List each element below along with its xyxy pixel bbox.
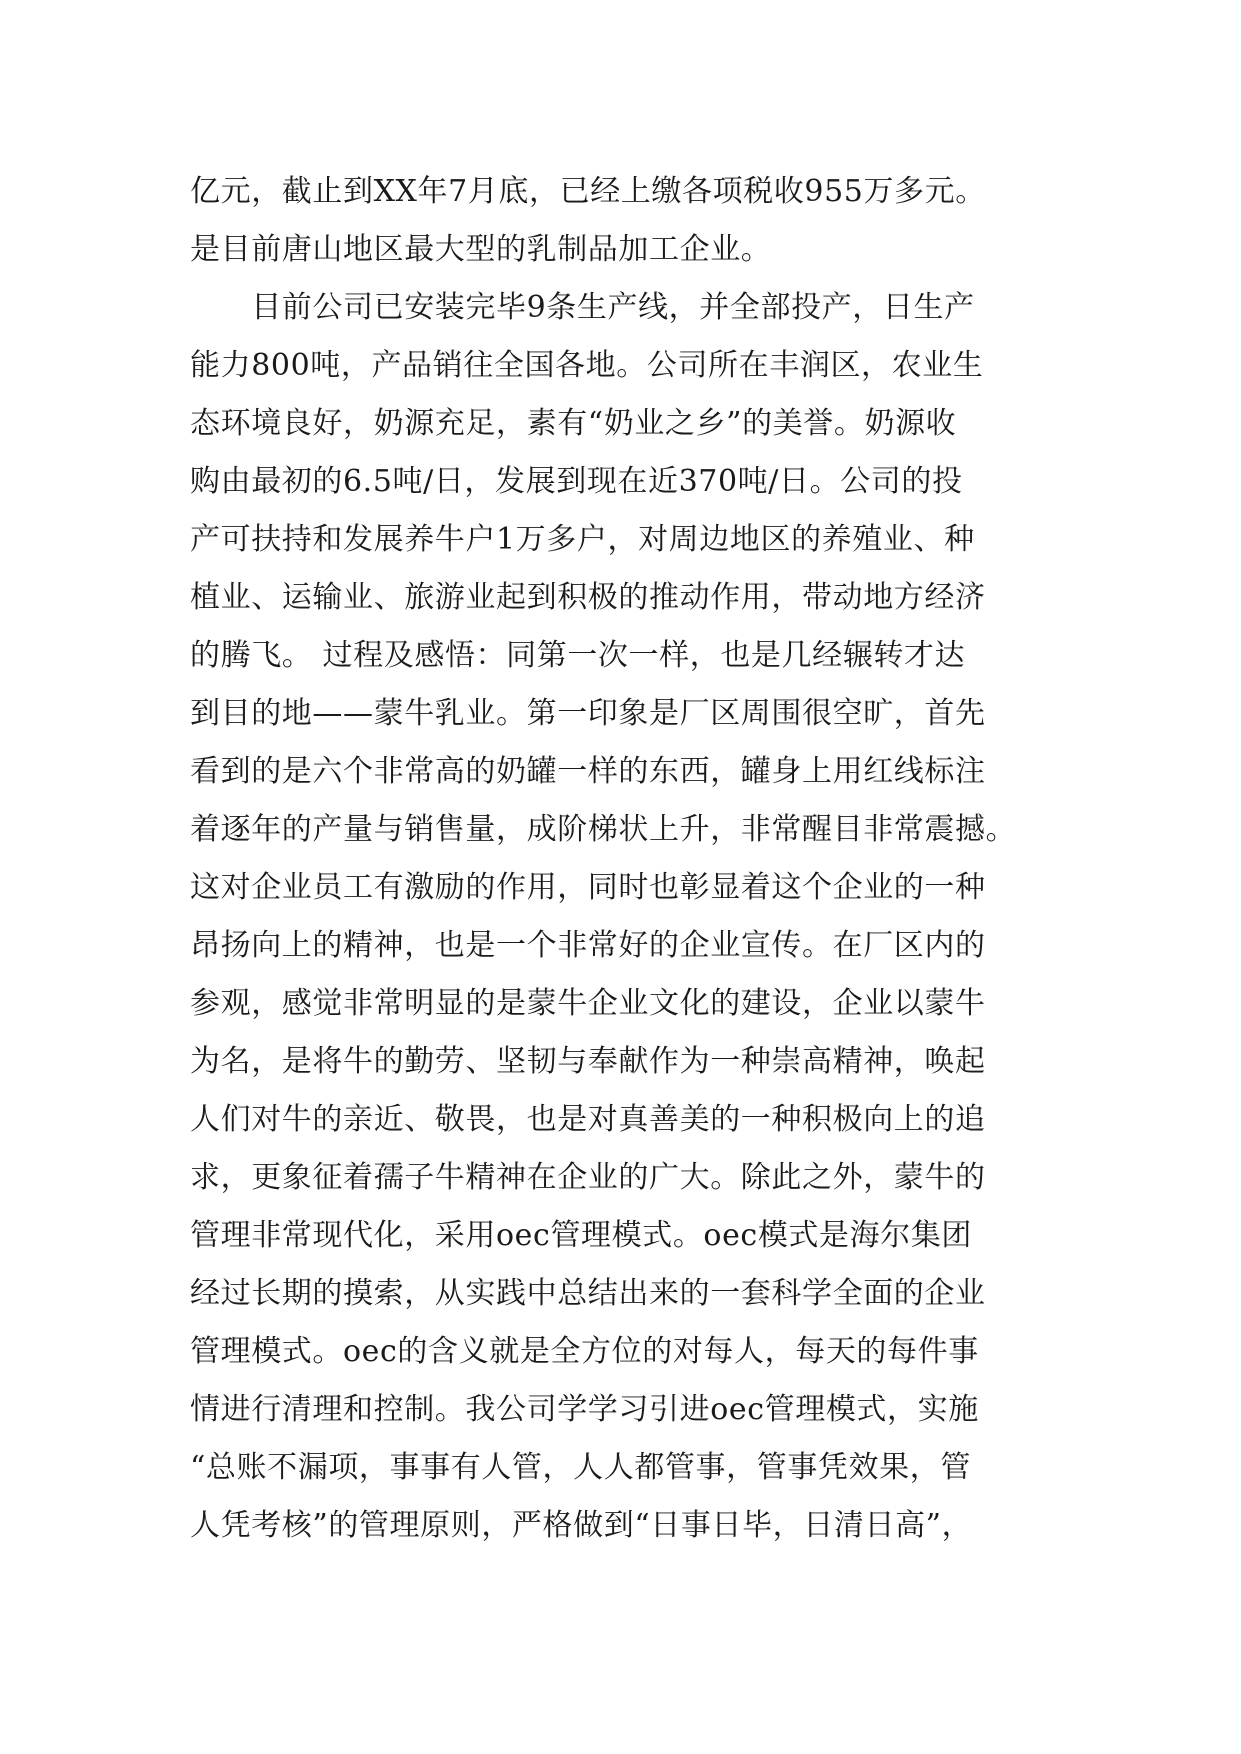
text-line: 目前公司已安装完毕9条生产线，并全部投产，日生产	[190, 290, 975, 325]
text-line: 参观，感觉非常明显的是蒙牛企业文化的建设，企业以蒙牛	[190, 986, 986, 1021]
text-line: 为名，是将牛的勤劳、坚韧与奉献作为一种崇高精神，唤起	[190, 1044, 986, 1079]
text-line: 能力800吨，产品销往全国各地。公司所在丰润区，农业生	[190, 348, 984, 383]
text-line: 亿元，截止到XX年7月底，已经上缴各项税收955万多元。	[190, 174, 986, 209]
text-line: 人们对牛的亲近、敬畏，也是对真善美的一种积极向上的追	[190, 1102, 986, 1137]
text-line: 植业、运输业、旅游业起到积极的推动作用，带动地方经济	[190, 580, 986, 615]
text-line: 态环境良好，奶源充足，素有“奶业之乡”的美誉。奶源收	[190, 406, 957, 441]
text-line: 求，更象征着孺子牛精神在企业的广大。除此之外，蒙牛的	[190, 1160, 986, 1195]
text-line: 情进行清理和控制。我公司学学习引进oec管理模式，实施	[190, 1392, 979, 1427]
text-line: 看到的是六个非常高的奶罐一样的东西，罐身上用红线标注	[190, 754, 986, 789]
body-text	[190, 163, 1070, 1555]
text-line: 着逐年的产量与销售量，成阶梯状上升，非常醒目非常震撼。	[190, 812, 1017, 847]
text-line: 这对企业员工有激励的作用，同时也彰显着这个企业的一种	[190, 870, 986, 905]
text-line: 购由最初的6.5吨/日，发展到现在近370吨/日。公司的投	[190, 464, 963, 499]
text-line: 管理模式。oec的含义就是全方位的对每人，每天的每件事	[190, 1334, 979, 1369]
text-line: 管理非常现代化，采用oec管理模式。oec模式是海尔集团	[190, 1218, 973, 1253]
text-line: 产可扶持和发展养牛户1万多户，对周边地区的养殖业、种	[190, 522, 975, 557]
text-line: 人凭考核”的管理原则，严格做到“日事日毕，日清日高”，	[190, 1508, 973, 1543]
text-line: 昂扬向上的精神，也是一个非常好的企业宣传。在厂区内的	[190, 928, 986, 963]
text-line: 到目的地——蒙牛乳业。第一印象是厂区周围很空旷，首先	[190, 696, 986, 731]
text-line: 经过长期的摸索，从实践中总结出来的一套科学全面的企业	[190, 1276, 986, 1311]
text-line: 是目前唐山地区最大型的乳制品加工企业。	[190, 232, 772, 267]
text-line: 的腾飞。 过程及感悟：同第一次一样，也是几经辗转才达	[190, 638, 966, 673]
text-line: “总账不漏项，事事有人管，人人都管事，管事凭效果，管	[190, 1450, 971, 1485]
